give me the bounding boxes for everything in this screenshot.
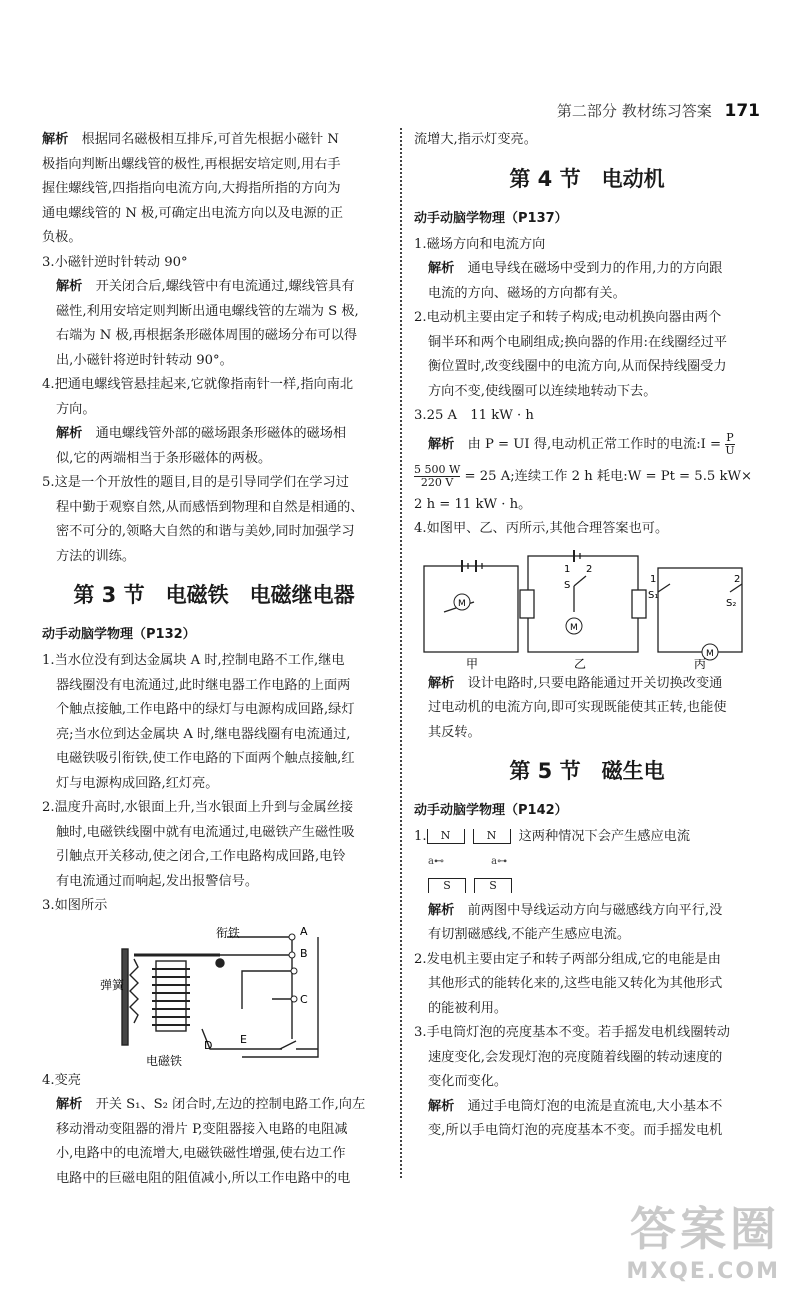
text-line: 速度变化,会发现灯泡的亮度随着线圈的转动速度的 (428, 1049, 723, 1065)
text-line: 右端为 N 极,再根据条形磁体周围的磁场分布可以得 (56, 328, 358, 343)
magnet-s-1: S (428, 878, 466, 893)
magnet-s-row (414, 874, 760, 899)
magnet-s-2: S (474, 878, 512, 893)
motor-jia: M (458, 598, 466, 609)
section-title: 第 3 节 电磁铁 电磁继电器 (73, 583, 355, 607)
label-a: A (300, 924, 308, 938)
text-line: 铜半环和两个电刷组成;换向器的作用:在线圈经过平 (428, 334, 728, 350)
s4-question-3: 3.25 A 11 kW · h (414, 408, 534, 423)
text-line: 过电动机的电流方向,即可实现既能使其正转,也能使 (428, 700, 727, 715)
label-b: B (300, 946, 308, 960)
section-title: 第 4 节 电动机 (509, 166, 665, 191)
relay-circuit-svg (42, 919, 386, 1069)
wire-b (242, 971, 294, 1009)
label-1-yi: 1 (564, 563, 571, 575)
text-line: 有切割磁感线,不能产生感应电流。 (428, 927, 631, 942)
wire-top (227, 937, 292, 1039)
wire-motion-1: a⊷ (428, 855, 444, 867)
text-line: 负极。 (42, 230, 82, 245)
text-line: 磁性,利用安培定则判断出通电螺线管的左端为 S 极, (56, 303, 359, 319)
analysis-label: 解析 (42, 132, 69, 147)
coil-core (156, 961, 186, 1031)
text-line: 亮;当水位到达金属块 A 时,继电器线圈有电流通过, (56, 726, 351, 742)
motor-circuits-svg (414, 542, 760, 672)
circuit-bing-frame (658, 568, 742, 652)
text-line: 变化而变化。 (428, 1074, 508, 1089)
label-spring: 弹簧 (100, 977, 125, 992)
circuit-yi-frame (528, 556, 638, 652)
page-header (557, 100, 760, 121)
switch-lever (280, 1041, 296, 1049)
analysis-line: 解析 开关闭合后,螺线管中有电流通过,螺线管具有 (56, 279, 355, 294)
text-line: 密不可分的,领略大自然的和谐与美妙,同时加强学习 (56, 524, 355, 539)
s3-question-2: 2.温度升高时,水银面上升,当水银面上升到与金属丝接 (42, 800, 354, 815)
text-line: 引触点开关移动,使之闭合,工作电路构成回路,电铃 (56, 849, 346, 864)
text-line: 似,它的两端相当于条形磁体的两极。 (56, 450, 272, 466)
label-electromagnet: 电磁铁 (146, 1053, 183, 1068)
s4-question-2: 2.电动机主要由定子和转子构成;电动机换向器由两个 (414, 310, 722, 325)
relay-base (122, 949, 128, 1045)
label-yi: 乙 (574, 656, 587, 671)
text-line: 小,电路中的电流增大,电磁铁磁性增强,使右边工作 (56, 1146, 346, 1161)
label-s1: S₁ (648, 589, 659, 601)
watermark (626, 1193, 780, 1284)
text-line: 触时,电磁铁线圈中就有电流通过,电磁铁产生磁性吸 (56, 824, 355, 840)
text-line: 方向。 (56, 401, 96, 417)
analysis-line: 解析 前两图中导线运动方向与磁感线方向平行,没 (428, 902, 723, 918)
right-column (414, 128, 760, 1144)
s3-question-4: 4.变亮 (42, 1072, 81, 1088)
subsection-title: 动手动脑学物理（P137） (414, 210, 568, 226)
text-line: 2 h = 11 kW · h。 (414, 496, 532, 512)
text-line: 方法的训练。 (56, 548, 136, 564)
s3-question-3: 3.如图所示 (42, 898, 108, 913)
left-column (42, 128, 386, 1191)
label-switch-s: S (564, 579, 571, 591)
fraction-power: $\frac{5 500 W}{220 V}$ (414, 462, 461, 489)
resistor-left (520, 590, 534, 618)
analysis-line: 解析 设计电路时,只要电路能通过开关切换改变通 (428, 675, 723, 691)
text-line: 电流的方向、磁场的方向都有关。 (428, 285, 626, 301)
text-line: 通电螺线管的 N 极,可确定出电流方向以及电源的正 (42, 205, 344, 221)
header-part: 第二部分 (556, 102, 617, 120)
s4-question-4: 4.如图甲、乙、丙所示,其他合理答案也可。 (414, 521, 669, 536)
label-jia: 甲 (466, 656, 479, 671)
label-e: E (240, 1032, 247, 1046)
text-line: 握住螺线管,四指指向电流方向,大拇指所指的方向为 (42, 181, 341, 196)
text-line: 极指向判断出螺线管的极性,再根据安培定则,用右手 (42, 156, 341, 172)
text-line: 方向不变,使线圈可以连续地转动下去。 (428, 383, 657, 399)
section-title: 第 5 节 磁生电 (509, 759, 665, 783)
header-book: 教材练习答案 (621, 102, 712, 120)
text-line: 衡位置时,改变线圈中的电流方向,从而保持线圈受力 (428, 359, 727, 374)
watermark-logo: 答案圈 (630, 1202, 780, 1256)
analysis-line: 解析 通过手电筒灯泡的电流是直流电,大小基本不 (428, 1098, 723, 1114)
switch-s1 (658, 584, 670, 592)
switch-yi (574, 576, 586, 586)
text-line: 变,所以手电筒灯泡的亮度基本不变。而手摇发电机 (428, 1123, 723, 1138)
magnet-n-2: N (473, 829, 511, 844)
fraction-p-over-u: $\frac{P}{U}$ (725, 430, 735, 457)
text-line: 电磁铁吸引衔铁,使工作电路的下面两个触点接触,红 (56, 751, 355, 766)
label-1-bing: 1 (650, 573, 657, 585)
switch-s2 (730, 584, 742, 592)
resistor-right (632, 590, 646, 618)
label-d: D (204, 1038, 213, 1052)
wire-motion-2: a⊶ (491, 855, 508, 867)
analysis-line: 解析 通电螺线管外部的磁场跟条形磁体的磁场相 (56, 426, 347, 441)
relay-diagram (42, 919, 386, 1069)
text-line: 有电流通过而响起,发出报警信号。 (56, 873, 259, 889)
analysis-line: 解析 根据同名磁极相互排斥,可首先根据小磁针 N (42, 132, 339, 147)
label-bing: 丙 (694, 656, 707, 671)
wire-motion-row (414, 850, 760, 875)
s5-question-3: 3.手电筒灯泡的亮度基本不变。若手摇发电机线圈转动 (414, 1025, 730, 1040)
contact-dot (216, 959, 224, 967)
question-5: 5.这是一个开放性的题目,目的是引导同学们在学习过 (42, 475, 349, 490)
question-3: 3.小磁针逆时针转动 90° (42, 254, 188, 270)
text-line: 器线圈没有电流通过,此时继电器工作电路的上面两 (56, 677, 351, 693)
text-line: 电路中的巨磁电阻的阻值减小,所以工作电路中的电 (56, 1170, 351, 1186)
text-line: 灯与电源构成回路,红灯亮。 (56, 775, 219, 791)
s3-question-1: 1.当水位没有到达金属块 A 时,控制电路不工作,继电 (42, 653, 345, 668)
spring-shape (130, 959, 138, 1023)
s4-question-1: 1.磁场方向和电流方向 (414, 236, 546, 252)
text-line: 其他形式的能转化来的,这些电能又转化为其他形式 (428, 976, 723, 991)
label-c: C (300, 992, 308, 1006)
continued-text: 流增大,指示灯变亮。 (414, 132, 537, 147)
s5-question-1: 1. N N 这两种情况下会产生感应电流 (414, 829, 691, 844)
subsection-title: 动手动脑学物理（P142） (414, 803, 568, 818)
text-line: 程中勤于观察自然,从而感悟到物理和自然是相通的、 (56, 499, 364, 515)
question-4: 4.把通电螺线管悬挂起来,它就像指南针一样,指向南北 (42, 377, 354, 392)
page-number: 171 (724, 101, 760, 121)
motor-bing: M (706, 648, 714, 659)
label-2-yi: 2 (586, 563, 593, 575)
label-armature: 衔铁 (216, 925, 241, 940)
analysis-line: 解析 由 P = UI 得,电动机正常工作时的电流:I = $\frac{P}{U}$ (428, 430, 735, 457)
watermark-url: MXQE.COM (626, 1259, 780, 1284)
formula-line: $\frac{5 500 W}{220 V}$ = 25 A;连续工作 2 h 耗电:W = Pt = 5.5 kW× (414, 462, 753, 489)
motor-yi: M (570, 622, 578, 633)
analysis-line: 解析 通电导线在磁场中受到力的作用,力的方向跟 (428, 261, 723, 276)
circuit-jia-frame (424, 566, 518, 652)
s5-question-2: 2.发电机主要由定子和转子两部分组成,它的电能是由 (414, 951, 721, 967)
text-line: 的能被利用。 (428, 1000, 508, 1016)
label-2-bing: 2 (734, 573, 741, 585)
text-line: 移动滑动变阻器的滑片 P,变阻器接入电路的电阻减 (56, 1121, 348, 1137)
magnet-n-1: N (427, 829, 465, 844)
label-s2: S₂ (726, 597, 737, 609)
column-divider (400, 128, 402, 1178)
text-line: 其反转。 (428, 724, 481, 740)
motor-diagrams (414, 542, 760, 672)
text-line: 出,小磁针将逆时针转动 90°。 (56, 352, 233, 368)
analysis-line: 解析 开关 S₁、S₂ 闭合时,左边的控制电路工作,向左 (56, 1097, 366, 1112)
text-line: 个触点接触,工作电路中的绿灯与电源构成回路,绿灯 (56, 702, 355, 717)
subsection-title: 动手动脑学物理（P132） (42, 627, 196, 642)
